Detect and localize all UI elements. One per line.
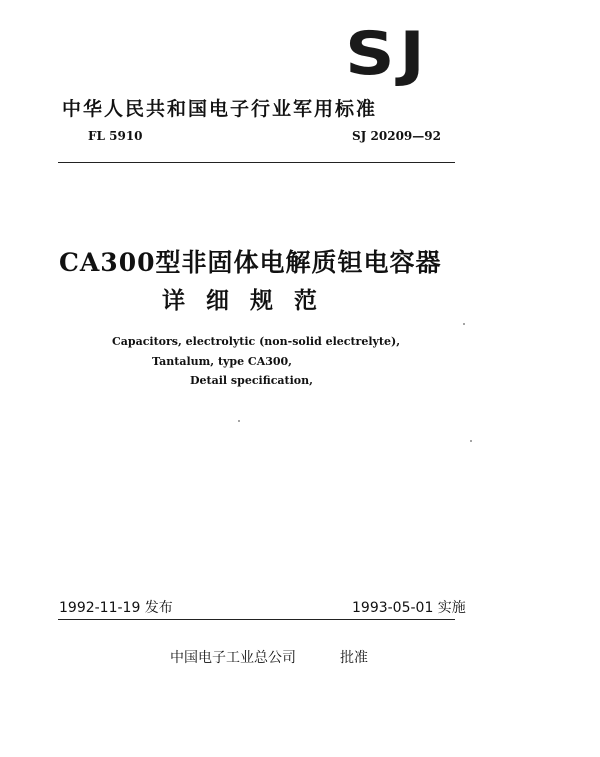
sj-logo: SJ	[345, 19, 430, 89]
english-title-line-3: Detail specification,	[190, 374, 313, 387]
scan-speck	[463, 323, 465, 325]
model-number: CA300	[59, 248, 156, 277]
industry-standard-title: 中华人民共和国电子行业军用标准	[62, 98, 378, 120]
approving-authority: 中国电子工业总公司	[170, 650, 296, 666]
scan-speck	[238, 420, 240, 422]
document-title	[59, 243, 442, 279]
release-date: 1992-11-19 发布	[59, 600, 173, 616]
top-divider	[58, 162, 455, 163]
bottom-divider	[58, 619, 455, 620]
implement-date: 1993-05-01 实施	[352, 600, 466, 616]
document-subtitle: 详细规范	[162, 288, 338, 314]
classification-code: FL 5910	[88, 129, 143, 143]
approval-label: 批准	[340, 650, 368, 666]
title-main-text: 型非固体电解质钽电容器	[155, 248, 442, 277]
english-title-line-2: Tantalum, type CA300,	[152, 355, 293, 368]
english-title-line-1: Capacitors, electrolytic (non-solid electrelyte),	[112, 335, 401, 348]
standard-number: SJ 20209—92	[352, 129, 441, 143]
scan-speck	[470, 440, 472, 442]
